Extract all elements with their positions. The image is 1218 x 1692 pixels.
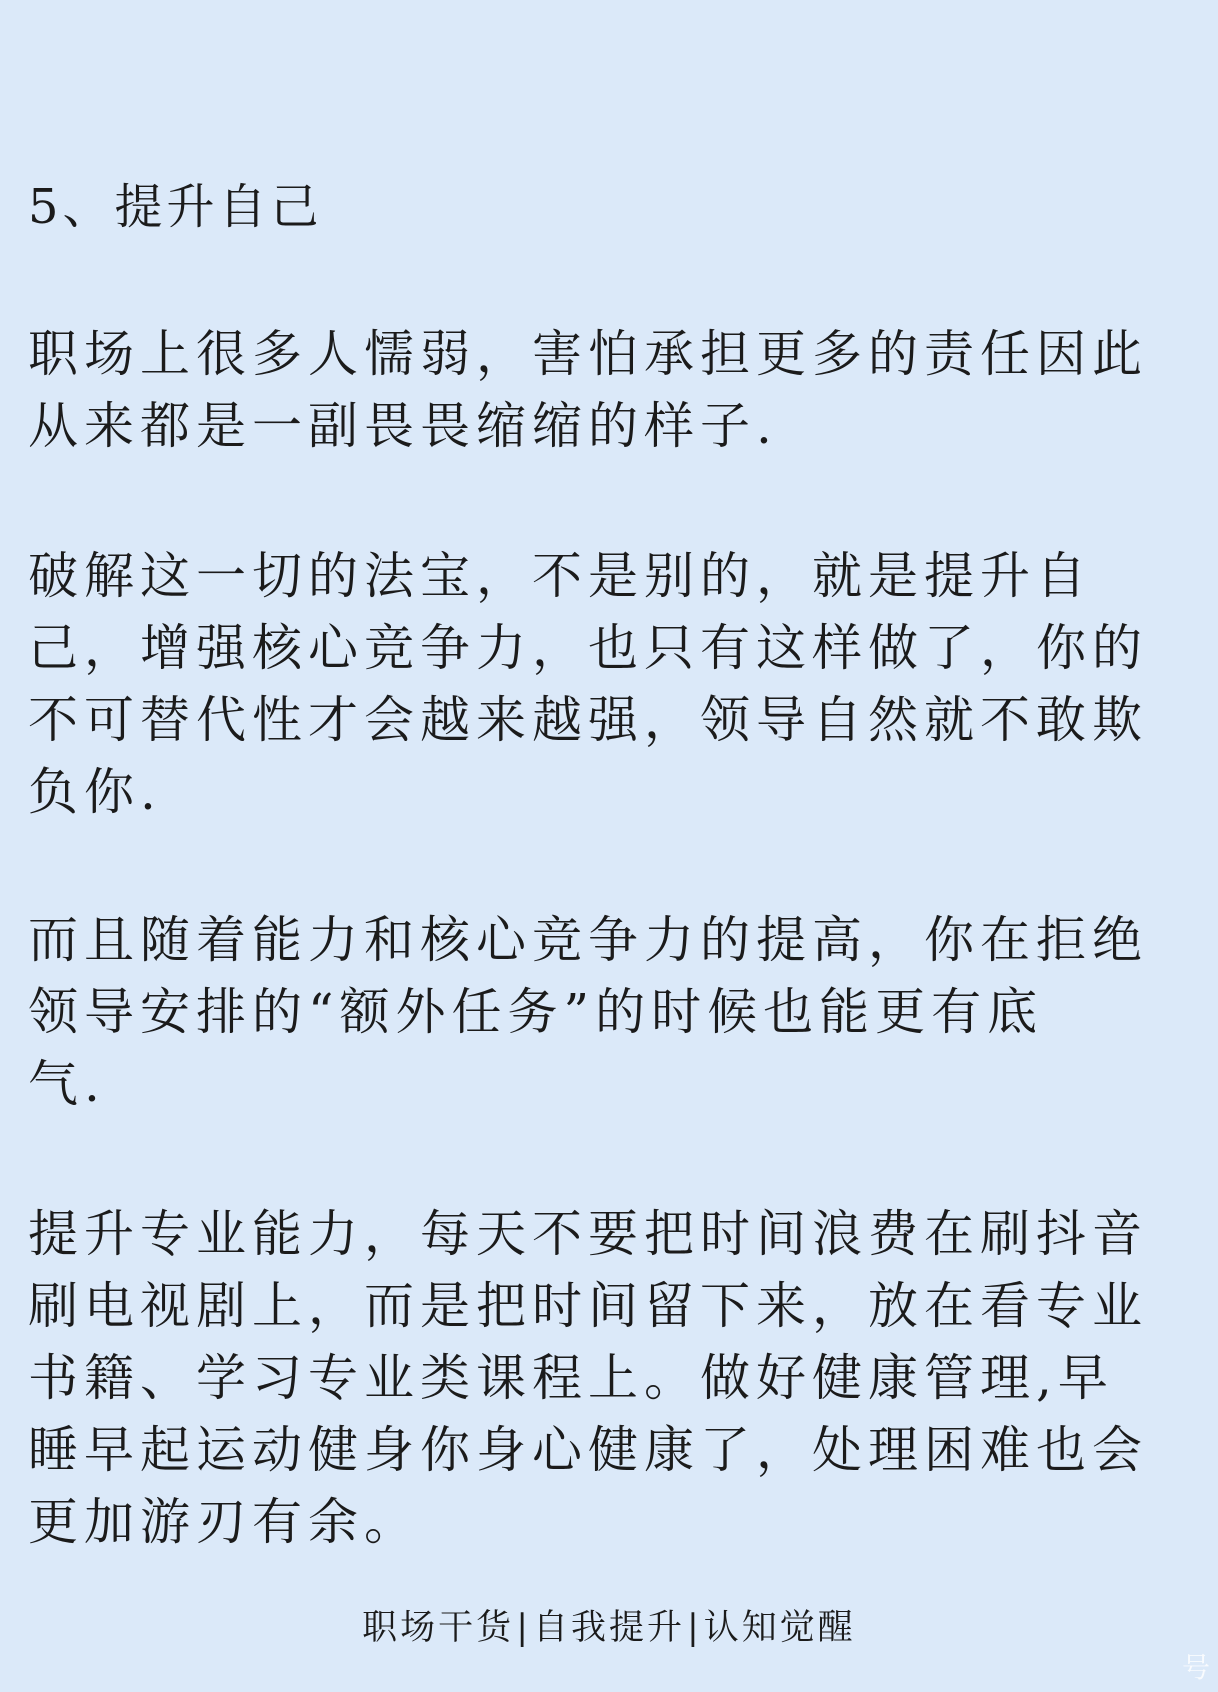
paragraph-line: 从来都是一副畏畏缩缩的样子. bbox=[28, 397, 778, 455]
tag-self-improvement: 自我提升 bbox=[532, 1608, 685, 1648]
tag-separator: | bbox=[516, 1608, 531, 1648]
paragraph-line: 职场上很多人懦弱，害怕承担更多的责任因此 bbox=[28, 325, 1148, 383]
paragraph-line: 负你. bbox=[28, 763, 162, 821]
paragraph-line: 而且随着能力和核心竞争力的提高，你在拒绝 bbox=[28, 911, 1148, 969]
hashtag-footer bbox=[0, 1605, 1218, 1651]
paragraph-line: 更加游刃有余。 bbox=[28, 1493, 420, 1551]
paragraph-line: 刷电视剧上，而是把时间留下来，放在看专业 bbox=[28, 1277, 1148, 1335]
paragraph-4 bbox=[28, 1198, 1198, 1558]
tag-workplace-tips: 职场干货 bbox=[362, 1608, 515, 1648]
tag-separator: | bbox=[687, 1608, 702, 1648]
paragraph-line: 气. bbox=[28, 1055, 106, 1113]
paragraph-line: 睡早起运动健身你身心健康了，处理困难也会 bbox=[28, 1421, 1148, 1479]
paragraph-line: 书籍、学习专业类课程上。做好健康管理,早 bbox=[28, 1349, 1114, 1407]
paragraph-1 bbox=[28, 318, 1198, 462]
paragraph-line: 破解这一切的法宝，不是别的，就是提升自 bbox=[28, 547, 1092, 605]
paragraph-2 bbox=[28, 540, 1198, 828]
paragraph-line: 不可替代性才会越来越强，领导自然就不敢欺 bbox=[28, 691, 1148, 749]
watermark: 号 bbox=[1181, 1651, 1210, 1684]
paragraph-line: 提升专业能力，每天不要把时间浪费在刷抖音 bbox=[28, 1205, 1148, 1263]
paragraph-3 bbox=[28, 904, 1198, 1120]
tag-cognitive-awakening: 认知觉醒 bbox=[703, 1608, 856, 1648]
paragraph-line: 领导安排的“额外任务”的时候也能更有底 bbox=[28, 983, 1044, 1041]
section-heading: 5、提升自己 bbox=[28, 179, 323, 235]
paragraph-line: 己，增强核心竞争力，也只有这样做了，你的 bbox=[28, 619, 1148, 677]
